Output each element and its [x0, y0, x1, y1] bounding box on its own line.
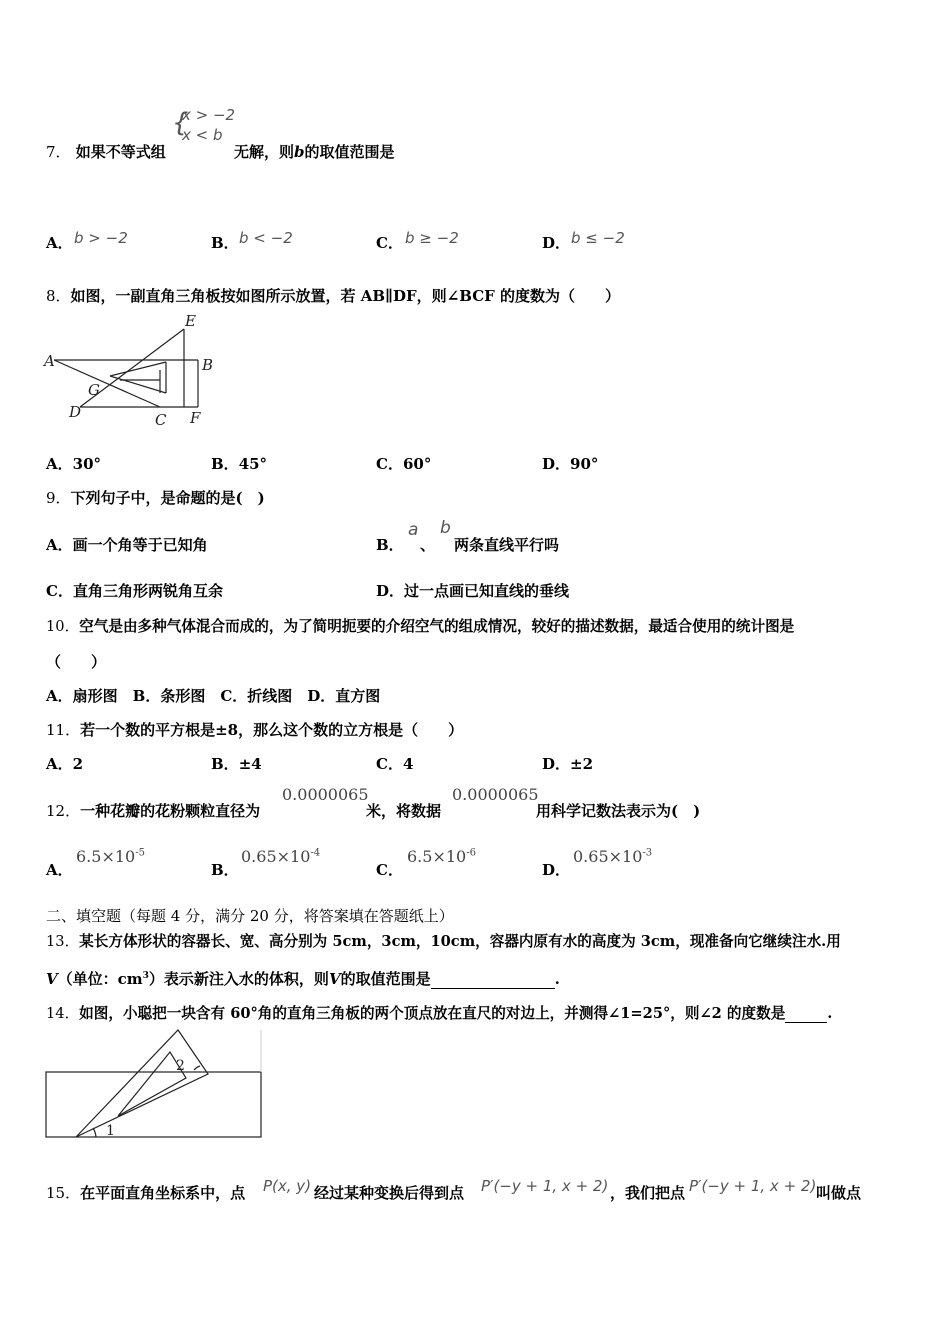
- q15-text-a: 在平面直角坐标系中，点: [80, 1184, 246, 1202]
- q11-text: 若一个数的平方根是±8，那么这个数的立方根是（ ）: [80, 721, 464, 739]
- q7-number: 7．: [46, 143, 71, 161]
- q15-text-c: ，我们把点: [610, 1184, 686, 1202]
- q12-num2: 0.0000065: [452, 785, 539, 804]
- q9-question: 9．下列句子中，是命题的是( ): [46, 489, 265, 507]
- q12-text-a: 一种花瓣的花粉颗粒直径为: [80, 802, 261, 820]
- q12-option-b-value: $0.65\times 10^{-4}$: [241, 847, 321, 866]
- q8-text: 如图，一副直角三角板按如图所示放置，若 AB∥DF，则∠BCF 的度数为（ ）: [70, 287, 621, 305]
- q8-option-d[interactable]: D．90°: [542, 455, 599, 473]
- q13-answer-blank[interactable]: [431, 970, 555, 989]
- system-brace: {: [172, 108, 189, 138]
- q9-option-c[interactable]: C．直角三角形两锐角互余: [46, 582, 223, 600]
- q8-label-d: D: [69, 403, 82, 421]
- q11-option-a[interactable]: A．2: [46, 755, 84, 773]
- q7-question: [46, 141, 166, 162]
- q12-text-c: 用科学记数法表示为( ): [536, 802, 701, 820]
- q7-option-c-value: b ≥ −2: [405, 229, 459, 247]
- q15-p-prime-2: P′(−y + 1, x + 2): [689, 1177, 817, 1195]
- q15-text-d: 叫做点: [816, 1184, 862, 1202]
- q12-option-a[interactable]: A．: [46, 861, 73, 879]
- q8-option-a[interactable]: A．30°: [46, 455, 102, 473]
- q9-option-a[interactable]: A．画一个角等于已知角: [46, 536, 208, 554]
- q12-option-c[interactable]: C．: [376, 861, 403, 879]
- q12-option-b[interactable]: B．: [211, 861, 239, 879]
- q11-option-b[interactable]: B．±4: [211, 755, 262, 773]
- q7-option-b[interactable]: B．: [211, 234, 239, 252]
- q8-option-b[interactable]: B．45°: [211, 455, 268, 473]
- q14-text: 如图，小聪把一块含有 60°角的直角三角板的两个顶点放在直尺的对边上，并测得∠1=25°，则∠2 的度数是: [79, 1005, 786, 1022]
- q13-text-line1: 某长方体形状的容器长、宽、高分别为 5cm，3cm，10cm，容器内原有水的高度为 3cm，现准备向它继续注水.用: [79, 933, 841, 950]
- q12-question: 12．一种花瓣的花粉颗粒直径为: [46, 802, 261, 820]
- q8-option-c[interactable]: C．60°: [376, 455, 432, 473]
- q15-question: 15．在平面直角坐标系中，点: [46, 1184, 246, 1202]
- q12-text-b: 米，将数据: [366, 802, 442, 820]
- q8-figure: [40, 310, 220, 430]
- q15-p: P(x, y): [263, 1177, 312, 1195]
- q9-var-a: a: [408, 520, 419, 540]
- q7-system-line1: x > −2: [182, 106, 236, 124]
- q9-var-b: b: [440, 518, 451, 538]
- q8-label-f: F: [190, 409, 201, 427]
- q7-tail: [234, 141, 395, 162]
- q14-angle-1: 1: [106, 1123, 115, 1139]
- q7-system-line2: x < b: [182, 126, 223, 144]
- q8-question: 8．如图，一副直角三角板按如图所示放置，若 AB∥DF，则∠BCF 的度数为（ ）: [46, 287, 621, 305]
- q12-option-d[interactable]: D．: [542, 861, 571, 879]
- q7-var-b: b: [294, 143, 305, 161]
- q7-option-d-value: b ≤ −2: [571, 229, 625, 247]
- q7-text-before: 如果不等式组: [75, 143, 166, 161]
- q8-label-c: C: [155, 411, 167, 429]
- q12-num1: 0.0000065: [282, 785, 369, 804]
- q10-question: 10．空气是由多种气体混合而成的，为了简明扼要的介绍空气的组成情况，较好的描述数据，最适合使用的统计图是: [46, 618, 795, 635]
- q7-option-a-value: b > −2: [74, 229, 128, 247]
- q14-question: 14．如图，小聪把一块含有 60°角的直角三角板的两个顶点放在直尺的对边上，并测得∠1=25°，则∠2 的度数是 .: [46, 1005, 833, 1022]
- q14-angle-2: 2: [176, 1058, 185, 1074]
- q13-line2: V（单位：$cm^3$）表示新注入水的体积，则V的取值范围是 .: [46, 970, 560, 988]
- q8-label-e: E: [185, 312, 196, 330]
- q8-label-b: B: [202, 356, 214, 374]
- q10-options[interactable]: A．扇形图 B．条形图 C．折线图 D．直方图: [46, 687, 381, 705]
- q11-option-d[interactable]: D．±2: [542, 755, 594, 773]
- q11-question: 11．若一个数的平方根是±8，那么这个数的立方根是（ ）: [46, 721, 464, 739]
- q8-label-a: A: [44, 352, 55, 370]
- q10-text: 空气是由多种气体混合而成的，为了简明扼要的介绍空气的组成情况，较好的描述数据，最适合使用的统计图是: [79, 618, 795, 635]
- q9-sep: 、: [420, 536, 436, 554]
- q12-option-a-value: $6.5\times 10^{-5}$: [76, 847, 145, 866]
- q11-option-c[interactable]: C．4: [376, 755, 414, 773]
- section-2-title: 二、填空题（每题 4 分，满分 20 分，将答案填在答题纸上）: [46, 907, 454, 925]
- q7-option-a[interactable]: A．: [46, 234, 73, 252]
- q15-p-prime: P′(−y + 1, x + 2): [481, 1177, 609, 1195]
- q10-paren: （ ）: [46, 653, 107, 671]
- q7-option-c[interactable]: C．: [376, 234, 403, 252]
- q15-text-b: 经过某种变换后得到点: [314, 1184, 465, 1202]
- q7-option-b-value: b < −2: [239, 229, 293, 247]
- q14-answer-blank[interactable]: [785, 1005, 827, 1023]
- q9-option-d[interactable]: D．过一点画已知直线的垂线: [376, 582, 570, 600]
- q14-figure: [44, 1028, 264, 1140]
- q7-text-after-a: 无解，则: [234, 143, 295, 161]
- q12-option-d-value: $0.65\times 10^{-3}$: [573, 847, 653, 866]
- q13-line1: 13．某长方体形状的容器长、宽、高分别为 5cm，3cm，10cm，容器内原有水的高度为 3cm，现准备向它继续注水.用: [46, 933, 841, 950]
- q9-option-b-text: 两条直线平行吗: [454, 536, 560, 554]
- q12-option-c-value: $6.5\times 10^{-6}$: [407, 847, 476, 866]
- q9-option-b[interactable]: B．: [376, 536, 404, 554]
- q9-text: 下列句子中，是命题的是( ): [70, 489, 265, 507]
- q7-text-after-b: 的取值范围是: [304, 143, 395, 161]
- q7-option-d[interactable]: D．: [542, 234, 571, 252]
- q8-label-g: G: [88, 381, 100, 399]
